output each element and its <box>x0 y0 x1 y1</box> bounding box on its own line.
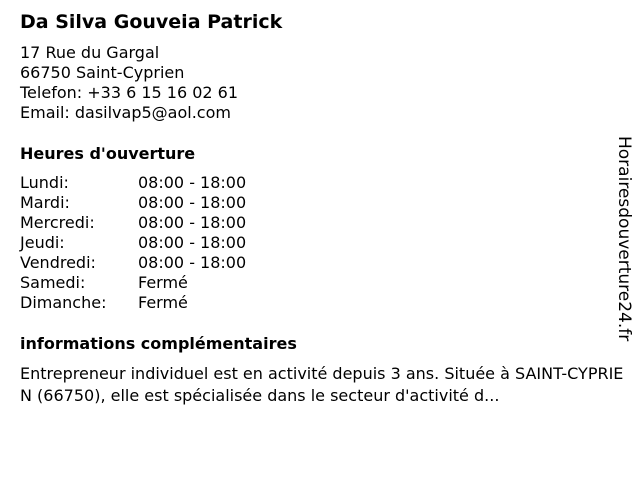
hours-day: Lundi: <box>20 173 69 192</box>
hours-day: Jeudi: <box>20 233 65 252</box>
hours-time: 08:00 - 18:00 <box>138 213 247 232</box>
opening-hours-table <box>20 173 620 313</box>
hours-row-wednesday <box>20 213 620 233</box>
site-watermark: Horairesdouverture24.fr <box>614 136 634 342</box>
hours-day: Mardi: <box>20 193 70 212</box>
hours-time: Fermé <box>138 293 188 312</box>
hours-row-sunday <box>20 293 620 313</box>
hours-row-saturday <box>20 273 620 293</box>
hours-row-monday <box>20 173 620 193</box>
additional-info-heading: informations complémentaires <box>20 334 297 353</box>
city-address: 66750 Saint-Cyprien <box>20 63 185 82</box>
hours-time: 08:00 - 18:00 <box>138 193 247 212</box>
hours-time: 08:00 - 18:00 <box>138 233 247 252</box>
street-address: 17 Rue du Gargal <box>20 43 160 62</box>
hours-day: Mercredi: <box>20 213 95 232</box>
additional-info-text: Entrepreneur individuel est en activité depuis 3 ans. Située à SAINT-CYPRIEN (66750), elle est spécialisée dans le secteur d'activité d... <box>20 364 624 405</box>
phone-line: Telefon: +33 6 15 16 02 61 <box>20 83 239 102</box>
hours-row-tuesday <box>20 193 620 213</box>
hours-row-thursday <box>20 233 620 253</box>
address-block <box>20 43 620 123</box>
opening-hours-heading: Heures d'ouverture <box>20 144 196 163</box>
hours-day: Dimanche: <box>20 293 107 312</box>
hours-day: Samedi: <box>20 273 86 292</box>
hours-time: 08:00 - 18:00 <box>138 253 247 272</box>
hours-row-friday <box>20 253 620 273</box>
email-line: Email: dasilvap5@aol.com <box>20 103 231 122</box>
hours-day: Vendredi: <box>20 253 96 272</box>
business-name: Da Silva Gouveia Patrick <box>20 11 283 33</box>
hours-time: 08:00 - 18:00 <box>138 173 247 192</box>
hours-time: Fermé <box>138 273 188 292</box>
